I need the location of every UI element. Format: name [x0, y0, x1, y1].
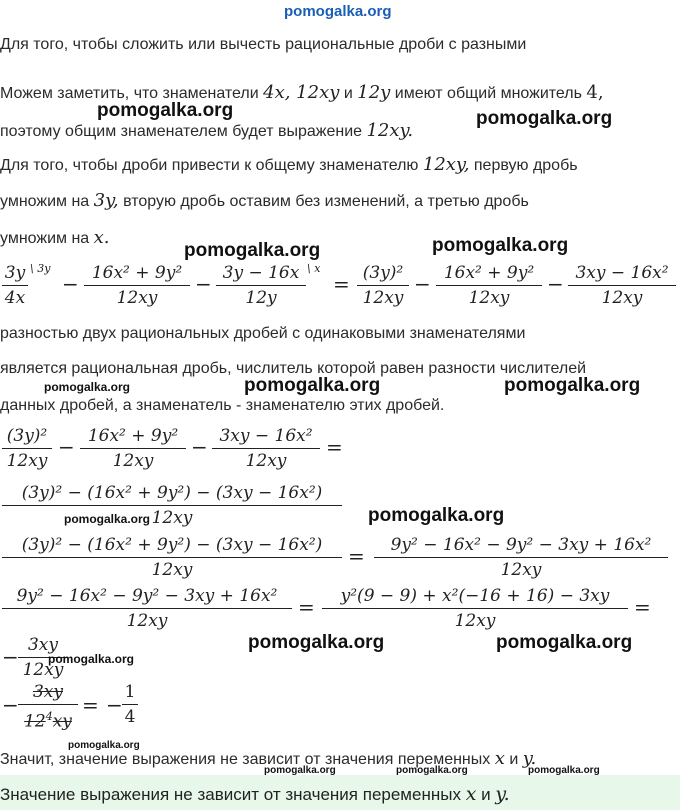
multiplier-x: \ x: [307, 262, 321, 275]
answer-box: [0, 775, 680, 810]
fraction-3y-16x: 3y − 16x 12y: [216, 262, 306, 309]
watermark: pomogalka.org: [244, 375, 381, 396]
multiplier-3y: \ 3y: [30, 262, 51, 275]
watermark: pomogalka.org: [504, 375, 641, 396]
paragraph-intro: Для того, чтобы сложить или вычесть рациональные дроби с разными: [0, 36, 527, 53]
paragraph-denominators: Можем заметить, что знаменатели 4x, 12xy и 12y имеют общий множитель 4,: [0, 82, 604, 103]
watermark: pomogalka.org: [64, 512, 151, 526]
paragraph-multiply-x: умножим на x.: [0, 227, 110, 248]
watermark: pomogalka.org: [48, 652, 135, 666]
paragraph-multiply-3y: умножим на 3y, вторую дробь оставим без изменений, а третью дробь: [0, 190, 529, 211]
watermark: pomogalka.org: [496, 632, 633, 653]
math-inline-denominators: 4x, 12xy: [263, 82, 340, 103]
answer-text: Значение выражения не зависит от значения переменных x и y.: [0, 783, 510, 805]
math-inline-4: 4,: [586, 82, 604, 103]
site-watermark-top[interactable]: pomogalka.org: [284, 3, 392, 20]
watermark: pomogalka.org: [97, 100, 234, 121]
math-inline-12y: 12y: [357, 82, 391, 103]
paragraph-denominator-rule: данных дробей, а знаменатель - знаменателю этих дробей.: [0, 397, 445, 414]
paragraph-numerator-rule: является рациональная дробь, числитель которой равен разности числителей: [0, 360, 587, 377]
paragraph-difference-rule: разностью двух рациональных дробей с одинаковыми знаменателями: [0, 325, 526, 342]
watermark: pomogalka.org: [68, 740, 140, 751]
watermark: pomogalka.org: [528, 765, 600, 776]
watermark: pomogalka.org: [396, 765, 468, 776]
watermark: pomogalka.org: [368, 505, 505, 526]
paragraph-bring-to-common: Для того, чтобы дроби привести к общему знаменателю 12xy, первую дробь: [0, 154, 578, 175]
watermark: pomogalka.org: [476, 108, 613, 129]
fraction-3y-squared: (3y)² 12xy: [357, 262, 409, 309]
fraction-3y-4x: 3y 4x: [2, 262, 28, 309]
math-row-3: (3y)² − (16x² + 9y²) − (3xy − 16x²) 12xy: [2, 482, 342, 529]
watermark: pomogalka.org: [264, 765, 336, 776]
watermark: pomogalka.org: [44, 380, 131, 394]
paragraph-conclusion: Значит, значение выражения не зависит от значения переменных x и y.: [0, 748, 537, 769]
watermark: pomogalka.org: [432, 235, 569, 256]
paragraph-common-denominator: поэтому общим знаменателем будет выражение 12xy.: [0, 120, 414, 141]
fraction-16x2-9y2: 16x² + 9y² 12xy: [84, 262, 190, 309]
watermark: pomogalka.org: [184, 240, 321, 261]
math-inline-12xy: 12xy.: [366, 120, 414, 141]
watermark: pomogalka.org: [248, 632, 385, 653]
